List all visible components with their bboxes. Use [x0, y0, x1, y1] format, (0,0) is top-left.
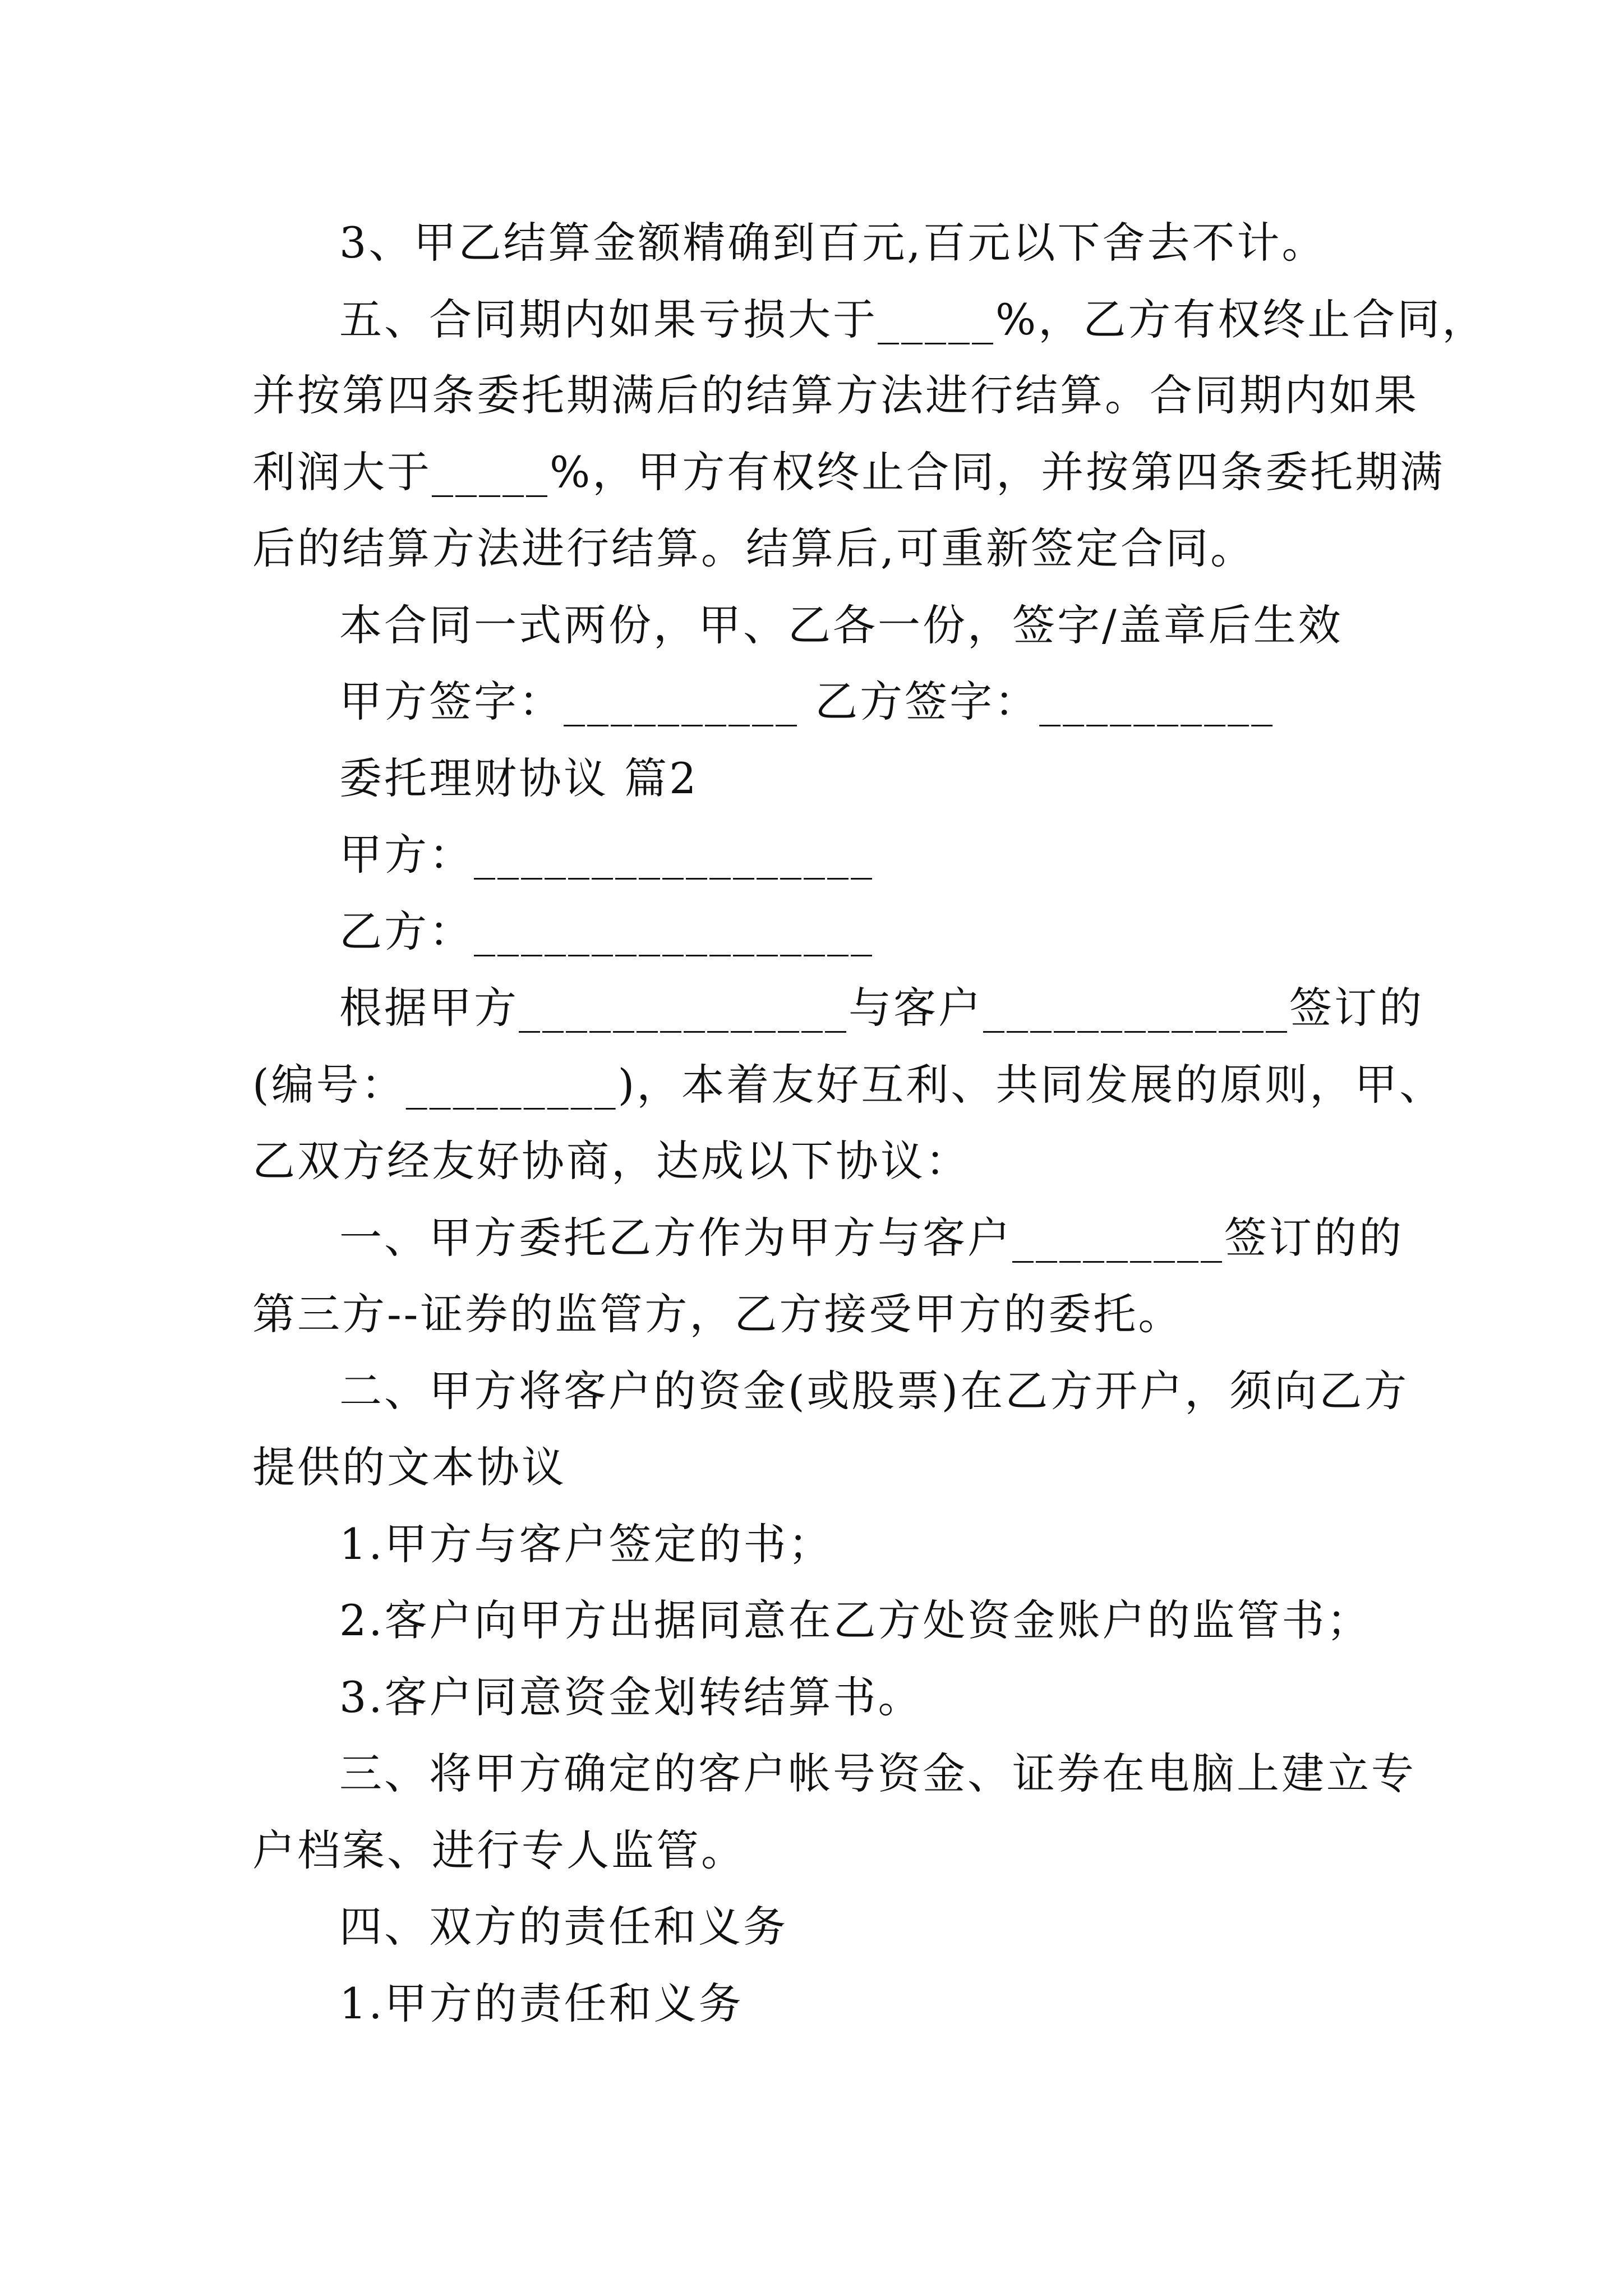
- clause-5-loss-threshold: 五、合同期内如果亏损大于_____%，乙方有权终止合同，: [339, 295, 1487, 344]
- clause-5-continued-1: 并按第四条委托期满后的结算方法进行结算。合同期内如果: [252, 370, 1419, 420]
- article-2-line-2: 提供的文本协议: [252, 1442, 566, 1492]
- article-1-line-1: 一、甲方委托乙方作为甲方与客户_________签订的的: [339, 1213, 1404, 1263]
- signature-line: 甲方签字：__________ 乙方签字：__________: [339, 677, 1275, 726]
- preamble-line-3: 乙双方经友好协商，达成以下协议：: [252, 1136, 970, 1186]
- article-4-heading: 四、双方的责任和义务: [339, 1902, 788, 1952]
- article-3-line-2: 户档案、进行专人监管。: [252, 1825, 746, 1875]
- party-b-field: 乙方：_________________: [339, 907, 874, 956]
- section-heading: 委托理财协议 篇2: [339, 753, 699, 803]
- clause-5-continued-3: 后的结算方法进行结算。结算后,可重新签定合同。: [252, 523, 1256, 573]
- clause-5-continued-2: 利润大于_____%，甲方有权终止合同，并按第四条委托期满: [252, 447, 1445, 497]
- article-1-line-2: 第三方--证券的监管方，乙方接受甲方的委托。: [252, 1289, 1183, 1339]
- clause-3-settlement-rounding: 3、甲乙结算金额精确到百元,百元以下舍去不计。: [339, 218, 1327, 268]
- article-4-item-1: 1.甲方的责任和义务: [339, 1978, 744, 2028]
- preamble-line-2: (编号：_________)，本着友好互利、共同发展的原则，甲、: [252, 1060, 1445, 1110]
- article-2-line-1: 二、甲方将客户的资金(或股票)在乙方开户，须向乙方: [339, 1366, 1409, 1416]
- article-2-item-2: 2.客户向甲方出据同意在乙方处资金账户的监管书；: [339, 1595, 1372, 1645]
- article-2-item-3: 3.客户同意资金划转结算书。: [339, 1672, 923, 1722]
- article-3-line-1: 三、将甲方确定的客户帐号资金、证券在电脑上建立专: [339, 1749, 1416, 1798]
- party-a-field: 甲方：_________________: [339, 830, 874, 880]
- preamble-line-1: 根据甲方______________与客户_____________签订的: [339, 983, 1424, 1033]
- article-2-item-1: 1.甲方与客户签定的书；: [339, 1519, 833, 1569]
- contract-copies-note: 本合同一式两份，甲、乙各一份，签字/盖章后生效: [339, 600, 1343, 650]
